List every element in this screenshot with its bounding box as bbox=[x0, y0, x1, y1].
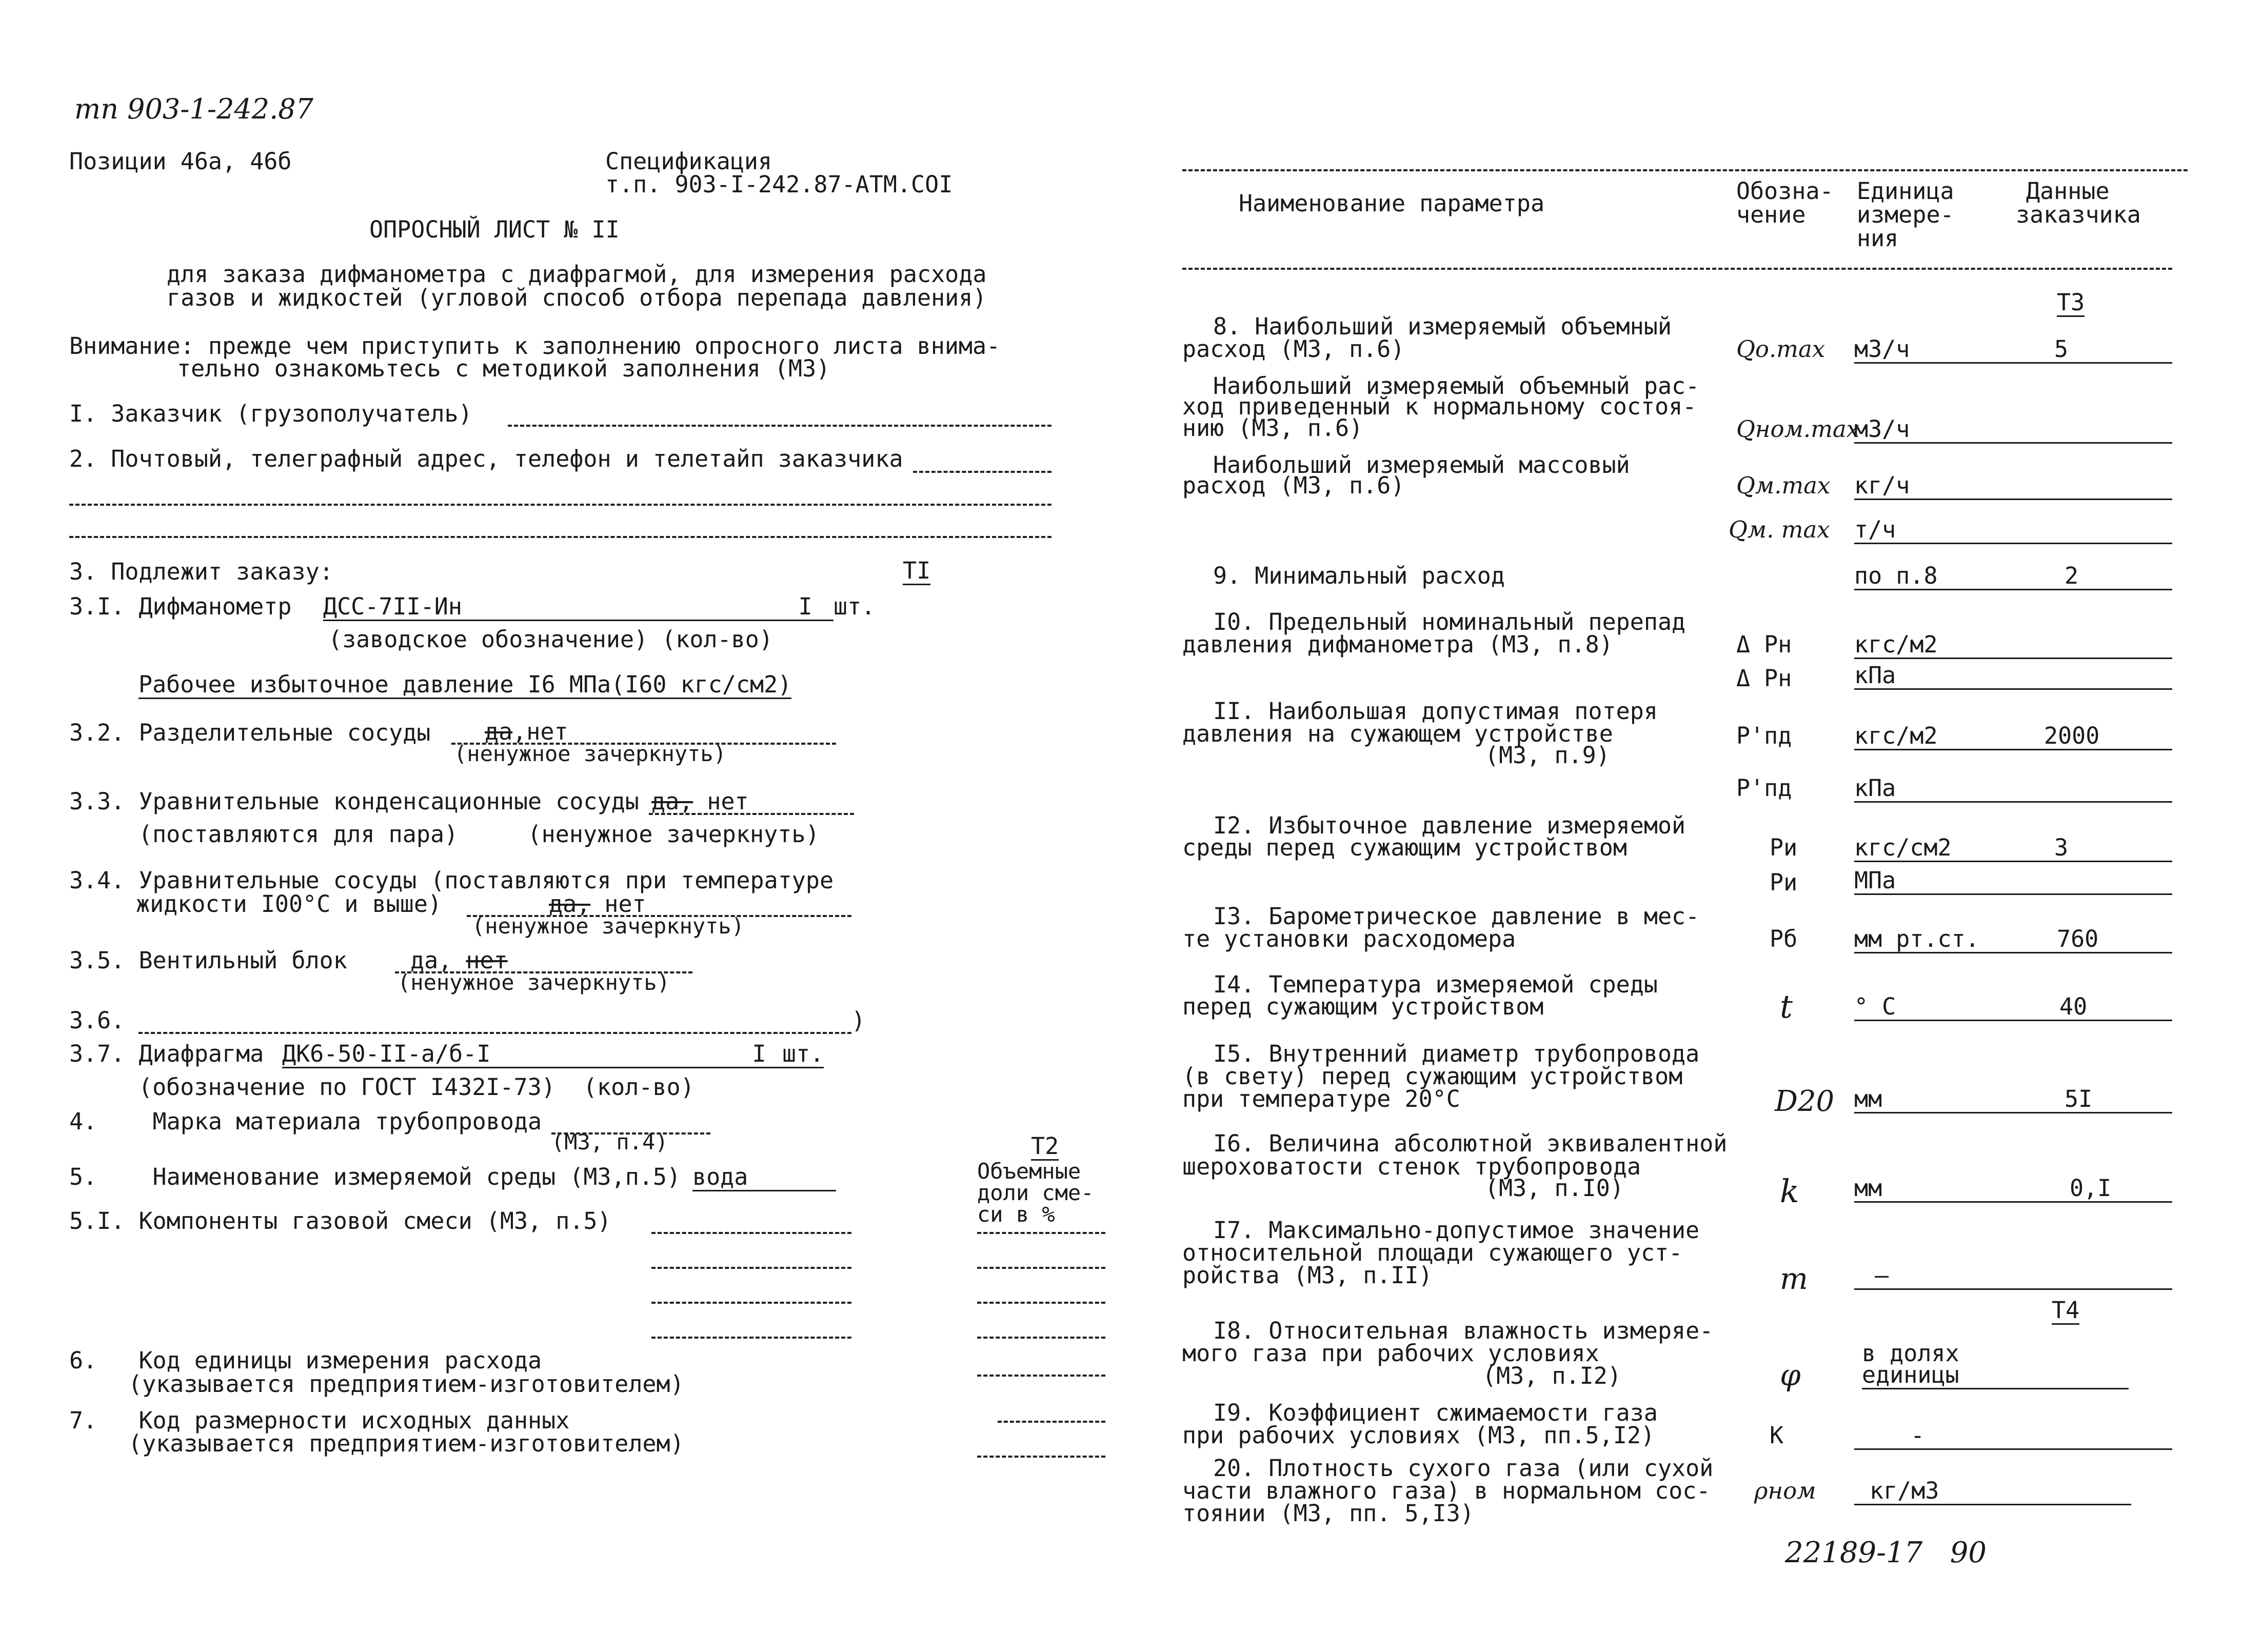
row-9-unit: по п.8 bbox=[1854, 563, 1988, 590]
row-9-label: 9. Минимальный расход bbox=[1213, 562, 1505, 589]
row-19-value: - bbox=[1854, 1423, 2172, 1450]
item-3-7-value: ДК6-50-II-а/б-I bbox=[282, 1041, 733, 1068]
row-18-symbol: φ bbox=[1780, 1358, 1801, 1392]
positions: Позиции 46а, 46б bbox=[69, 148, 292, 175]
item-3-2-hint: (ненужное зачеркнуть) bbox=[454, 741, 727, 766]
item-5-value: вода bbox=[692, 1164, 836, 1191]
row-9-value: 2 bbox=[1988, 563, 2172, 590]
item-3-5-yes: да, bbox=[410, 947, 466, 974]
table-top-rule bbox=[1182, 169, 2188, 171]
tag-t4: Т4 bbox=[2052, 1297, 2080, 1324]
row-12-value: 3 bbox=[1988, 835, 2172, 862]
form-title: ОПРОСНЫЙ ЛИСТ № II bbox=[369, 216, 620, 243]
item-3-4-yes: да, bbox=[549, 890, 591, 918]
item-3-6-label: 3.6. bbox=[69, 1007, 125, 1034]
item-3-5-no: нет bbox=[466, 947, 508, 974]
header-unit-2: измере- bbox=[1857, 201, 1954, 228]
item-3-2-label: 3.2. Разделительные сосуды bbox=[69, 719, 431, 746]
gas-component-line-2 bbox=[651, 1267, 851, 1269]
row-16-line-1: I6. Величина абсолютной эквивалентной bbox=[1213, 1130, 1728, 1157]
row-16-line-3: (МЗ, п.I0) bbox=[1485, 1175, 1624, 1202]
row-8a-line-2: расход (МЗ, п.6) bbox=[1182, 335, 1405, 363]
address-line-2 bbox=[69, 504, 1051, 506]
note-line-1: Внимание: прежде чем приступить к заполнению опросного листа внима- bbox=[69, 332, 1001, 360]
row-17-line-3: ройства (МЗ, п.II) bbox=[1182, 1262, 1433, 1289]
row-10-line-1: I0. Предельный номинальный перепад bbox=[1213, 608, 1686, 635]
gas-share-line-3 bbox=[977, 1302, 1105, 1304]
row-8b-unit: м3/ч bbox=[1854, 416, 2172, 444]
row-17-symbol: m bbox=[1780, 1261, 1808, 1296]
item-6-label-2: (указывается предприятием-изготовителем) bbox=[128, 1370, 684, 1398]
item-3-3-options bbox=[651, 789, 749, 814]
header-unit-1: Единица bbox=[1857, 177, 1954, 205]
doc-stamp: тп 903-1-242.87 bbox=[74, 93, 314, 125]
row-18-unit-1: в долях bbox=[1862, 1340, 1959, 1367]
gas-component-line-3 bbox=[651, 1302, 851, 1304]
row-11-unit: кгс/м2 bbox=[1854, 723, 1988, 750]
item-3-1-value: ДСС-7II-Ин bbox=[323, 594, 780, 621]
row-8a-line-1: 8. Наибольший измеряемый объемный bbox=[1213, 313, 1672, 340]
row-16-unit: мм bbox=[1854, 1176, 1988, 1203]
item-6-label-1: 6. Код единицы измерения расхода bbox=[69, 1347, 542, 1374]
row-12-line-1: I2. Избыточное давление измеряемой bbox=[1213, 812, 1686, 839]
table-header-rule bbox=[1182, 268, 2172, 270]
row-19-line-1: I9. Коэффициент сжимаемости газа bbox=[1213, 1399, 1658, 1426]
row-8a-value: 5 bbox=[1988, 336, 2172, 364]
row-8c-unit: кг/ч bbox=[1854, 473, 2172, 500]
row-18-line-1: I8. Относительная влажность измеряе- bbox=[1213, 1317, 1714, 1344]
row-18-line-2: мого газа при рабочих условиях bbox=[1182, 1340, 1599, 1367]
row-15-line-3: при температуре 20°С bbox=[1182, 1085, 1460, 1112]
row-14-symbol: t bbox=[1780, 988, 1793, 1025]
row-11b-unit: кПа bbox=[1854, 775, 2172, 803]
row-8c-symbol: Qм.max bbox=[1736, 472, 1831, 499]
item-6-line bbox=[977, 1375, 1105, 1377]
row-20-symbol: ρном bbox=[1754, 1477, 1816, 1504]
row-15-value: 5I bbox=[1988, 1086, 2172, 1113]
row-11-value: 2000 bbox=[1988, 723, 2172, 750]
spec-title: Спецификация bbox=[605, 148, 772, 175]
row-12b-unit: МПа bbox=[1854, 868, 2172, 895]
item-3-3-label: 3.3. Уравнительные конденсационные сосуды bbox=[69, 788, 639, 815]
address-field-line bbox=[913, 471, 1051, 473]
tag-t1: TI bbox=[903, 557, 931, 584]
row-13-line-2: те установки расходомера bbox=[1182, 925, 1516, 952]
row-13-value: 760 bbox=[2003, 926, 2172, 953]
tag-t3: Т3 bbox=[2057, 289, 2085, 316]
row-8d-symbol: Qм. max bbox=[1729, 516, 1830, 543]
item-3-7-label: 3.7. Диафрагма bbox=[69, 1040, 264, 1067]
subtitle-line-2: газов и жидкостей (угловой способ отбора перепада давления) bbox=[167, 284, 987, 311]
row-8b-line-2: ход приведенный к нормальному состоя- bbox=[1182, 393, 1697, 420]
item-3-3-hint: (поставляются для пара) (ненужное зачеркнуть) bbox=[138, 821, 820, 848]
row-20-unit: кг/м3 bbox=[1854, 1478, 2131, 1505]
header-symbol-1: Обозна- bbox=[1736, 177, 1834, 205]
item-3-1-hint: (заводское обозначение) (кол-во) bbox=[328, 626, 773, 653]
item-7-line-2 bbox=[977, 1456, 1105, 1458]
volume-share-1: Объемные bbox=[977, 1159, 1081, 1184]
item-3-6-line bbox=[138, 1032, 851, 1034]
row-15-unit: мм bbox=[1854, 1086, 1988, 1113]
item-3-4-label-1: 3.4. Уравнительные сосуды (поставляются при температуре bbox=[69, 867, 834, 894]
row-17-line-2: относительной площади сужающего уст- bbox=[1182, 1239, 1683, 1266]
row-19-symbol: К bbox=[1770, 1422, 1784, 1449]
row-18-unit-2: единицы bbox=[1862, 1362, 2129, 1389]
item-3-7-hint: (обозначение по ГОСТ I432I-73) (кол-во) bbox=[138, 1073, 694, 1101]
row-13-line-1: I3. Барометрическое давление в мес- bbox=[1213, 903, 1700, 930]
row-12-line-2: среды перед сужающим устройством bbox=[1182, 834, 1627, 861]
row-12-symbol: Ри bbox=[1770, 834, 1798, 861]
row-20-line-1: 20. Плотность сухого газа (или сухой bbox=[1213, 1455, 1714, 1482]
header-unit-3: ния bbox=[1857, 225, 1899, 252]
working-pressure: Рабочее избыточное давление I6 МПа(I60 кгс/см2) bbox=[138, 671, 792, 698]
item-3-2-yes: да bbox=[485, 718, 513, 745]
header-parameter: Наименование параметра bbox=[1239, 190, 1545, 217]
row-10-line-2: давления дифманометра (МЗ, п.8) bbox=[1182, 631, 1613, 658]
item-7-line-1 bbox=[998, 1421, 1105, 1423]
header-data-1: Данные bbox=[2026, 177, 2110, 205]
row-13-unit: мм рт.ст. bbox=[1854, 926, 2003, 953]
row-11-line-1: II. Наибольшая допустимая потеря bbox=[1213, 698, 1658, 725]
row-11b-symbol: Р'пд bbox=[1736, 774, 1792, 802]
row-10-unit: кгс/м2 bbox=[1854, 632, 2172, 659]
item-3-1-qty: I bbox=[777, 594, 833, 621]
header-symbol-2: чение bbox=[1736, 201, 1806, 228]
gas-component-line-1 bbox=[651, 1232, 851, 1234]
row-11-line-2: давления на сужающем устройстве bbox=[1182, 720, 1613, 747]
row-8a-unit: м3/ч bbox=[1854, 336, 1988, 364]
row-8c-line-1: Наибольший измеряемый массовый bbox=[1213, 451, 1630, 479]
address-line-3 bbox=[69, 536, 1051, 538]
item-4-hint: (МЗ, п.4) bbox=[551, 1129, 668, 1155]
row-8b-symbol: Qном.max bbox=[1736, 415, 1860, 443]
customer-field-line bbox=[508, 425, 1051, 427]
item-2-address: 2. Почтовый, телеграфный адрес, телефон и телетайп заказчика bbox=[69, 445, 903, 472]
spec-code: т.п. 903-I-242.87-АТМ.СОI bbox=[605, 171, 953, 198]
item-3-4-no: нет bbox=[590, 890, 646, 918]
header-data-2: заказчика bbox=[2016, 201, 2141, 228]
row-11-line-3: (МЗ, п.9) bbox=[1485, 742, 1610, 769]
item-3-1-unit: шт. bbox=[833, 593, 876, 620]
row-17-line-1: I7. Максимально-допустимое значение bbox=[1213, 1217, 1700, 1244]
item-3-3-yes: да, bbox=[651, 788, 693, 815]
item-5-1-label: 5.I. Компоненты газовой смеси (МЗ, п.5) bbox=[69, 1207, 611, 1235]
item-4-label: 4. Марка материала трубопровода bbox=[69, 1108, 542, 1135]
row-13-symbol: Рб bbox=[1770, 925, 1798, 952]
tag-t2: Т2 bbox=[1031, 1132, 1059, 1160]
volume-share-3: си в % bbox=[977, 1202, 1055, 1227]
note-line-2: тельно ознакомьтесь с методикой заполнения (МЗ) bbox=[177, 355, 830, 382]
item-7-label-2: (указывается предприятием-изготовителем) bbox=[128, 1430, 684, 1457]
row-8a-symbol: Qо.max bbox=[1736, 335, 1825, 363]
item-3-1-label: 3.I. Дифманометр bbox=[69, 593, 292, 620]
row-19-line-2: при рабочих условиях (МЗ, пп.5,I2) bbox=[1182, 1422, 1655, 1449]
page-footer-number: 22189-17 90 bbox=[1785, 1536, 1987, 1569]
row-15-line-1: I5. Внутренний диаметр трубопровода bbox=[1213, 1040, 1700, 1067]
item-3-7-unit: шт. bbox=[782, 1040, 824, 1067]
volume-share-2: доли сме- bbox=[977, 1180, 1094, 1205]
item-1-customer: I. Заказчик (грузополучатель) bbox=[69, 400, 472, 427]
row-16-value: 0,I bbox=[1988, 1176, 2172, 1203]
item-3-4-label-2: жидкости I00°С и выше) bbox=[136, 890, 442, 918]
gas-share-line-2 bbox=[977, 1267, 1105, 1269]
row-10-symbol: Δ Рн bbox=[1736, 631, 1792, 658]
row-14-value: 40 bbox=[1988, 994, 2172, 1021]
item-3-3-no: нет bbox=[693, 788, 749, 815]
row-20-line-2: части влажного газа) в нормальном сос- bbox=[1182, 1477, 1711, 1504]
item-3-5-label: 3.5. Вентильный блок bbox=[69, 947, 347, 974]
row-16-line-2: шероховатости стенок трубопровода bbox=[1182, 1153, 1641, 1180]
gas-component-line-4 bbox=[651, 1337, 851, 1339]
row-12-unit: кгс/см2 bbox=[1854, 835, 1988, 862]
row-14-unit: ° С bbox=[1854, 994, 1988, 1021]
item-3-order: 3. Подлежит заказу: bbox=[69, 558, 333, 585]
row-16-symbol: k bbox=[1780, 1172, 1799, 1210]
gas-share-line-4 bbox=[977, 1337, 1105, 1339]
subtitle-line-1: для заказа дифманометра с диафрагмой, для измерения расхода bbox=[167, 261, 987, 288]
gas-share-line-1 bbox=[977, 1232, 1105, 1234]
row-18-line-3: (МЗ, п.I2) bbox=[1482, 1362, 1621, 1389]
item-3-5-hint: (ненужное зачеркнуть) bbox=[398, 970, 670, 995]
row-8b-line-3: нию (МЗ, п.6) bbox=[1182, 414, 1363, 442]
row-10b-unit: кПа bbox=[1854, 663, 2172, 690]
row-8b-line-1: Наибольший измеряемый объемный рас- bbox=[1213, 372, 1700, 400]
row-17-value: — bbox=[1854, 1263, 2172, 1290]
row-14-line-2: перед сужающим устройством bbox=[1182, 993, 1544, 1020]
item-3-4-hint: (ненужное зачеркнуть) bbox=[472, 913, 745, 939]
row-14-line-1: I4. Температура измеряемой среды bbox=[1213, 971, 1658, 998]
row-12b-symbol: Ри bbox=[1770, 869, 1798, 896]
item-5-label: 5. Наименование измеряемой среды (МЗ,п.5) bbox=[69, 1163, 681, 1190]
row-8c-line-2: расход (МЗ, п.6) bbox=[1182, 472, 1405, 499]
item-7-label-1: 7. Код размерности исходных данных bbox=[69, 1407, 570, 1434]
row-20-line-3: тоянии (МЗ, пп. 5,I3) bbox=[1182, 1500, 1474, 1527]
row-11-symbol: Р'пд bbox=[1736, 722, 1792, 749]
item-3-6-paren: ) bbox=[851, 1007, 866, 1034]
row-8d-unit: т/ч bbox=[1854, 517, 2172, 544]
item-3-7-qty: I bbox=[733, 1041, 785, 1068]
item-3-2-no: ,нет bbox=[512, 718, 568, 745]
item-3-3-line bbox=[649, 813, 854, 815]
row-10b-symbol: Δ Рн bbox=[1736, 665, 1792, 692]
row-15-symbol: D20 bbox=[1775, 1085, 1835, 1118]
row-15-line-2: (в свету) перед сужающим устройством bbox=[1182, 1063, 1683, 1090]
